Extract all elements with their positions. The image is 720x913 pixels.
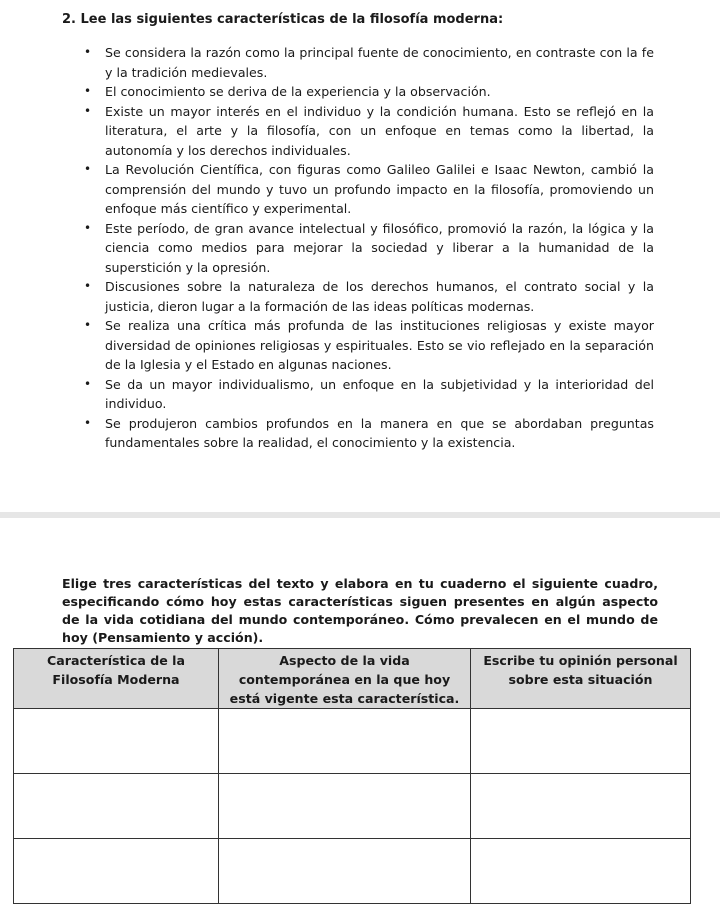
- table-cell[interactable]: [14, 839, 219, 904]
- header-line: Característica de la: [47, 653, 185, 668]
- characteristics-list: [84, 43, 654, 453]
- page-divider: [0, 512, 720, 518]
- table-row: [14, 709, 691, 774]
- table-row: [14, 774, 691, 839]
- header-contemporary-aspect: [219, 649, 471, 709]
- list-item: • Se realiza una crítica más profunda de las instituciones religiosas y existe mayor diversidad de opiniones religiosas y espirituales. Esto se vio reflejado en la separación de la Iglesia y el Estado en algunas naciones.: [84, 316, 654, 375]
- table-cell[interactable]: [471, 839, 691, 904]
- list-item: • Se produjeron cambios profundos en la manera en que se abordaban preguntas fundamentales sobre la realidad, el conocimiento y la existencia.: [84, 414, 654, 453]
- table-cell[interactable]: [219, 839, 471, 904]
- table-cell[interactable]: [219, 774, 471, 839]
- header-line: sobre esta situación: [508, 672, 653, 687]
- list-item: • Este período, de gran avance intelectual y filosófico, promovió la razón, la lógica y la ciencia como medios para mejorar la sociedad y liberar a la humanidad de la superstición y la opresión.: [84, 219, 654, 278]
- header-characteristic: [14, 649, 219, 709]
- answer-table: [13, 648, 691, 904]
- table-cell[interactable]: [471, 709, 691, 774]
- header-personal-opinion: [471, 649, 691, 709]
- header-line: está vigente esta característica.: [229, 691, 460, 706]
- table-cell[interactable]: [14, 774, 219, 839]
- header-line: contemporánea en la que hoy: [238, 672, 451, 687]
- table-row: [14, 839, 691, 904]
- header-line: Filosofía Moderna: [52, 672, 180, 687]
- table-cell[interactable]: [471, 774, 691, 839]
- table-header-row: [14, 649, 691, 709]
- instructions-text: Elige tres características del texto y elabora en tu cuaderno el siguiente cuadro, especificando cómo hoy estas características siguen presentes en algún aspecto de la vida cotidiana del mundo contemporáneo. Cómo prevalecen en el mundo de hoy (Pensamiento y acción).: [62, 576, 658, 645]
- list-item: • La Revolución Científica, con figuras como Galileo Galilei e Isaac Newton, cambió la comprensión del mundo y tuvo un profundo impacto en la filosofía, promoviendo un enfoque más científico y experimental.: [84, 160, 654, 219]
- question-title: 2. Lee las siguientes características de la filosofía moderna:: [62, 12, 504, 27]
- list-item: • Se da un mayor individualismo, un enfoque en la subjetividad y la interioridad del individuo.: [84, 375, 654, 414]
- list-item: • Discusiones sobre la naturaleza de los derechos humanos, el contrato social y la justicia, dieron lugar a la formación de las ideas políticas modernas.: [84, 277, 654, 316]
- list-item: • Se considera la razón como la principal fuente de conocimiento, en contraste con la fe y la tradición medievales.: [84, 43, 654, 82]
- header-line: Escribe tu opinión personal: [483, 653, 678, 668]
- table-cell[interactable]: [219, 709, 471, 774]
- list-item: • Existe un mayor interés en el individuo y la condición humana. Esto se reflejó en la literatura, el arte y la filosofía, con un enfoque en temas como la libertad, la autonomía y los derechos individuales.: [84, 102, 654, 161]
- header-line: Aspecto de la vida: [279, 653, 410, 668]
- table-cell[interactable]: [14, 709, 219, 774]
- list-item: • El conocimiento se deriva de la experiencia y la observación.: [84, 82, 654, 102]
